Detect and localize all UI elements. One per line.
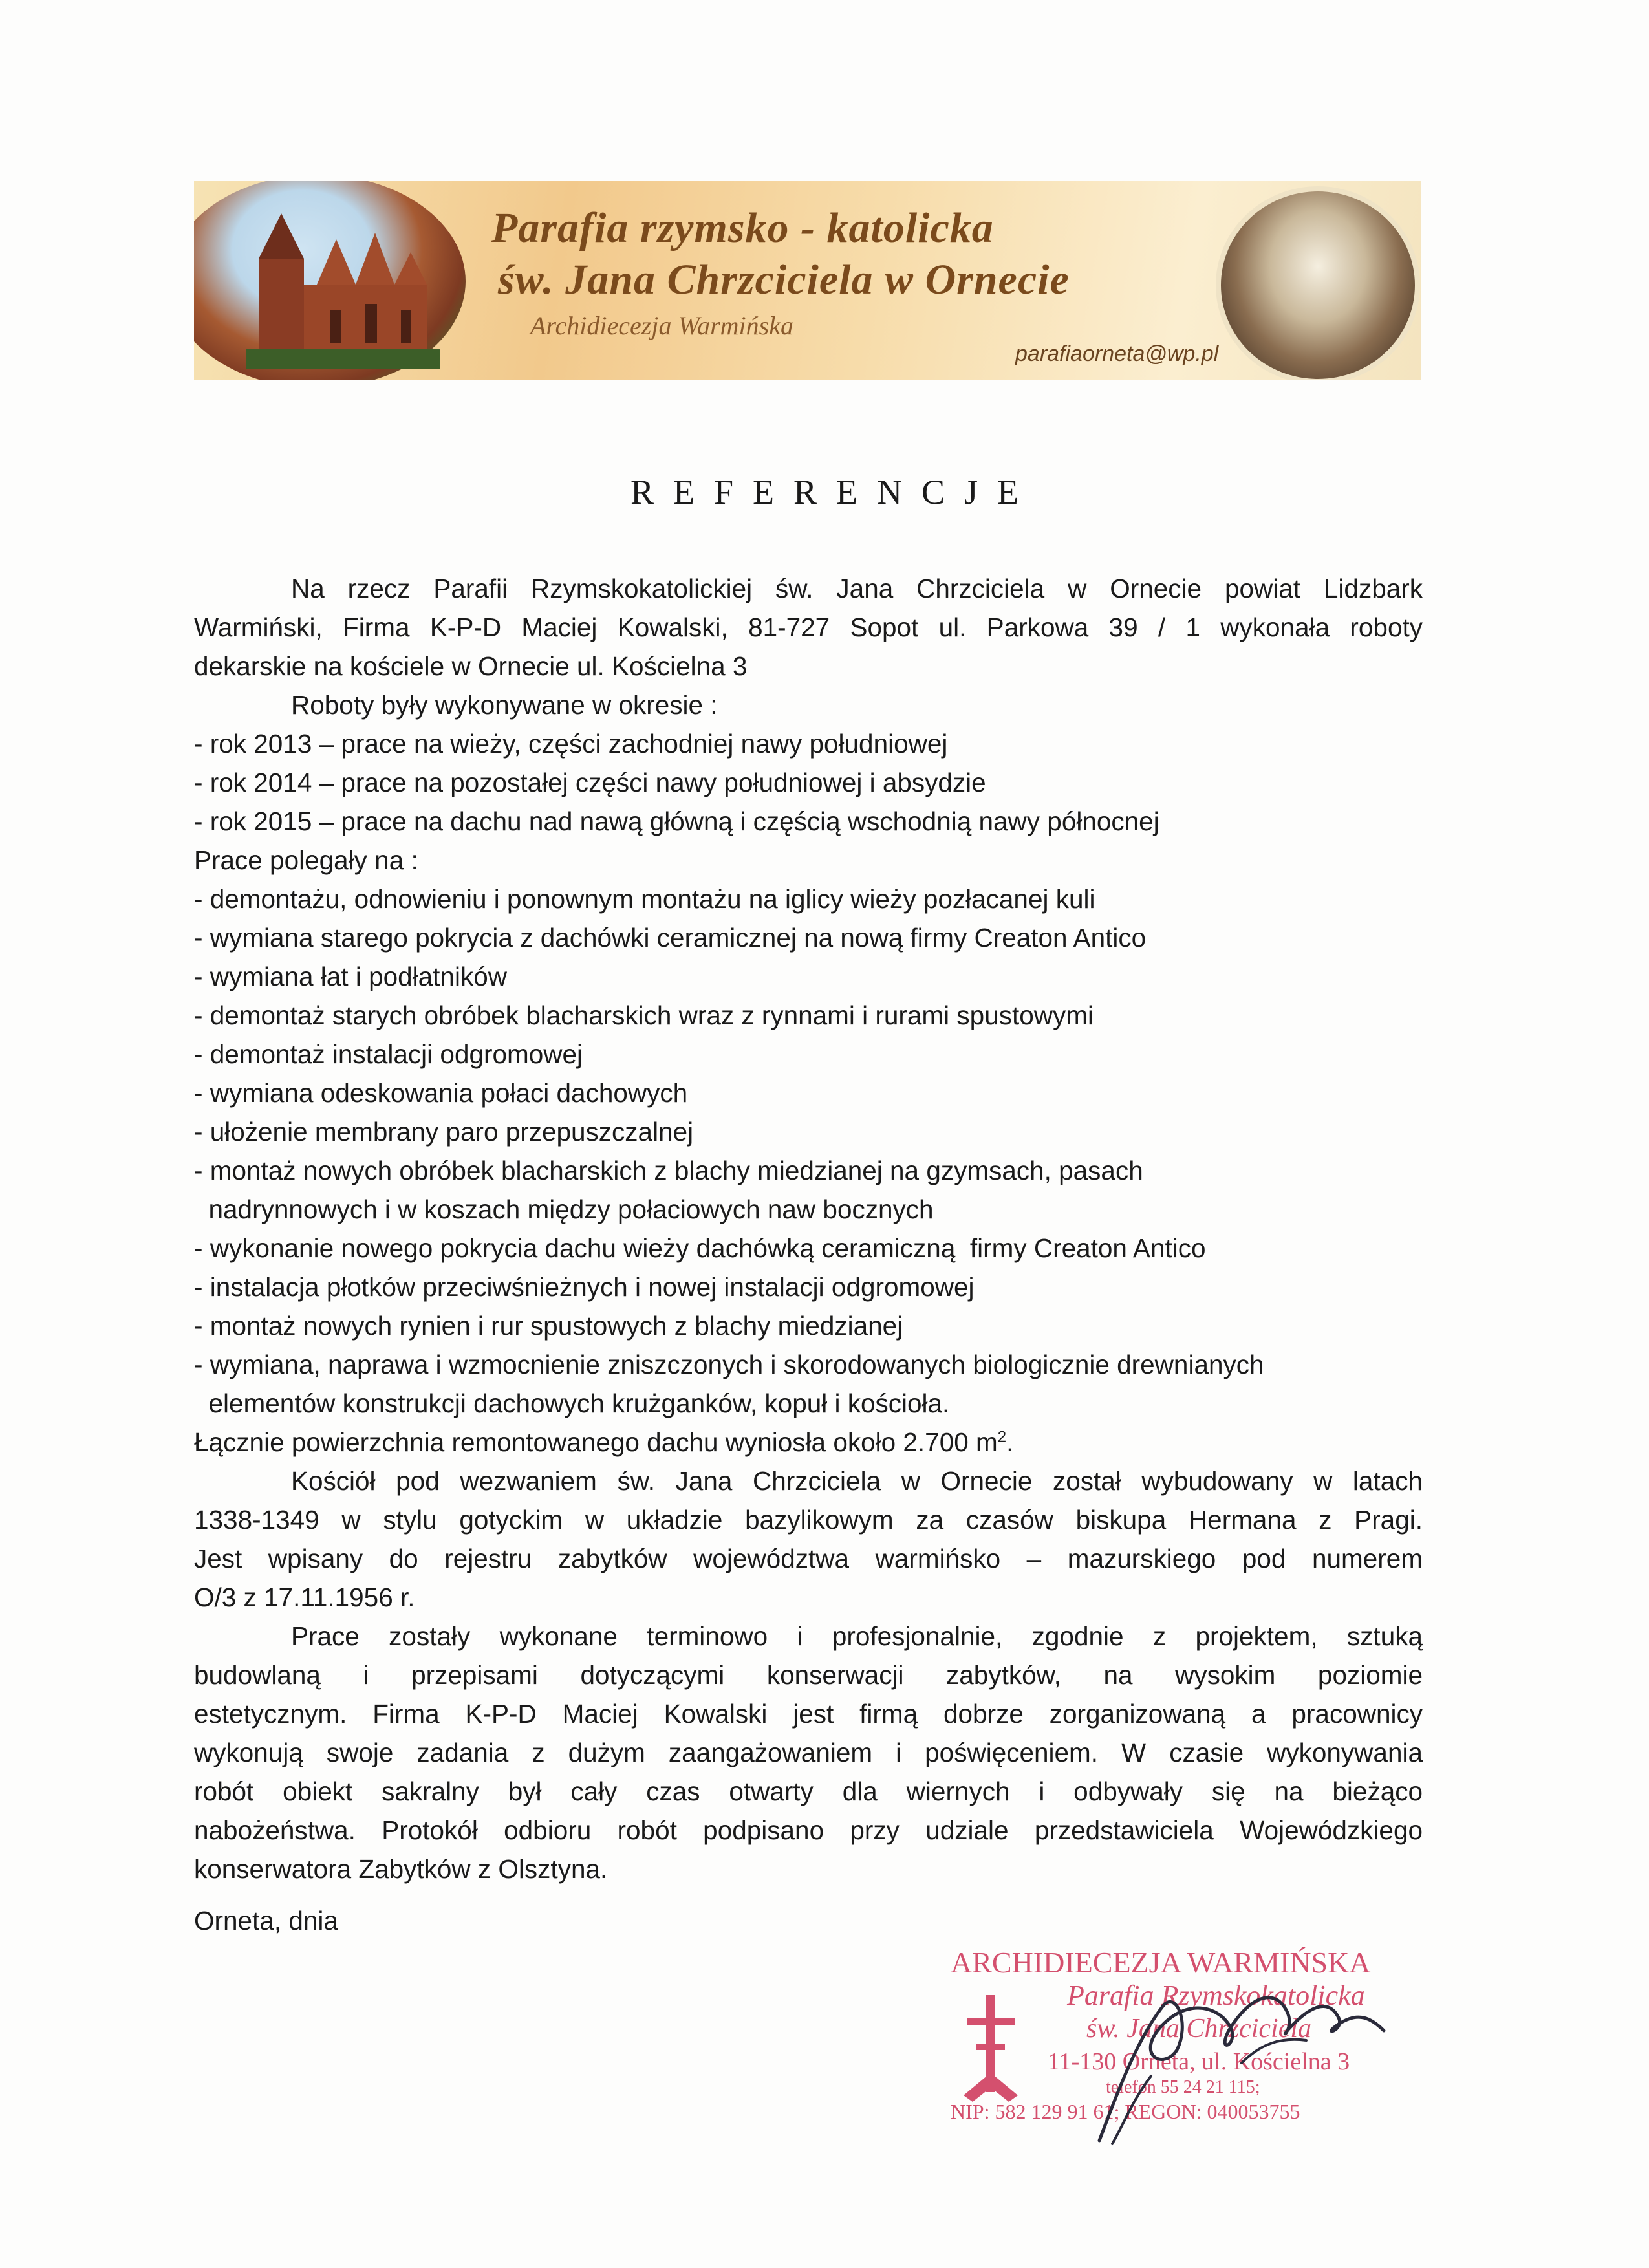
list-item: - wymiana łat i podłatników — [194, 962, 507, 991]
list-item: - wymiana, naprawa i wzmocnienie zniszczonych i skorodowanych biologicznie drewnianych — [194, 1350, 1264, 1379]
intro-line: dekarskie na kościele w Ornecie ul. Kościelna 3 — [194, 651, 748, 681]
list-item: - ułożenie membrany paro przepuszczalnej — [194, 1117, 694, 1147]
area-end: . — [1006, 1427, 1014, 1457]
history-line: O/3 z 17.11.1956 r. — [194, 1582, 415, 1612]
banner-title-line1: Parafia rzymsko - katolicka — [491, 204, 994, 252]
list-item: - instalacja płotków przeciwśnieżnych i nowej instalacji odgromowej — [194, 1272, 975, 1302]
period-header: Roboty były wykonywane w okresie : — [291, 690, 718, 720]
place-date: Orneta, dnia — [194, 1906, 338, 1936]
history-paragraph — [194, 1462, 1423, 1617]
list-item: - rok 2013 – prace na wieży, części zachodniej nawy południowej — [194, 729, 948, 759]
work-header: Prace polegały na : — [194, 845, 418, 875]
stamp-line6: NIP: 582 129 91 61; REGON: 040053755 — [951, 2100, 1300, 2123]
list-item: - montaż nowych rynien i rur spustowych z blachy miedzianej — [194, 1311, 903, 1341]
banner-email: parafiaorneta@wp.pl — [1015, 341, 1219, 366]
list-item: - wymiana odeskowania połaci dachowych — [194, 1078, 688, 1108]
summary-line: estetycznym. Firma K-P-D Maciej Kowalski jest firmą dobrze zorganizowaną a pracownicy — [194, 1699, 1423, 1729]
period-list — [194, 724, 1423, 841]
baptism-painting — [1216, 186, 1420, 380]
list-item: - demontażu, odnowieniu i ponownym montażu na iglicy wieży pozłacanej kuli — [194, 884, 1095, 914]
summary-line: wykonują swoje zadania z dużym zaangażowaniem i poświęceniem. W czasie wykonywania — [194, 1738, 1423, 1767]
stamp-line5: telefon 55 24 21 115; — [1106, 2077, 1260, 2097]
work-list — [194, 880, 1423, 1423]
banner-subtitle: Archidiecezja Warmińska — [530, 311, 793, 340]
list-item: - demontaż starych obróbek blacharskich wraz z rynnami i rurami spustowymi — [194, 1000, 1094, 1030]
list-item: - rok 2015 – prace na dachu nad nawą główną i częścią wschodnią nawy północnej — [194, 806, 1159, 836]
stamp-line4: 11-130 Orneta, ul. Kościelna 3 — [1048, 2048, 1350, 2075]
list-item: - montaż nowych obróbek blacharskich z blachy miedzianej na gzymsach, pasach — [194, 1156, 1143, 1185]
area-text: Łącznie powierzchnia remontowanego dachu wyniosła około 2.700 m — [194, 1427, 998, 1457]
summary-line: budowlaną i przepisami dotyczącymi konserwacji zabytków, na wysokim poziomie — [194, 1660, 1423, 1690]
stamp-line3: św. Jana Chrzciciela — [1086, 2014, 1312, 2044]
handwritten-signature — [970, 1927, 1436, 2160]
history-line: Kościół pod wezwaniem św. Jana Chrzciciela w Ornecie został wybudowany w latach — [291, 1466, 1423, 1496]
list-item: - wykonanie nowego pokrycia dachu wieży dachówką ceramiczną firmy Creaton Antico — [194, 1233, 1206, 1263]
intro-paragraph — [194, 569, 1423, 686]
stamp-line1: ARCHIDIECEZJA WARMIŃSKA — [951, 1946, 1371, 1979]
list-item: - wymiana starego pokrycia z dachówki ceramicznej na nową firmy Creaton Antico — [194, 923, 1147, 953]
area-superscript: 2 — [997, 1428, 1007, 1446]
banner-title-line2: św. Jana Chrzciciela w Ornecie — [498, 256, 1070, 303]
list-item: - demontaż instalacji odgromowej — [194, 1039, 583, 1069]
church-illustration — [246, 200, 440, 369]
list-item: nadrynnowych i w koszach między połaciowych naw bocznych — [194, 1194, 934, 1224]
summary-line: robót obiekt sakralny był cały czas otwarty dla wiernych i odbywały się na bieżąco — [194, 1777, 1423, 1806]
list-item: - rok 2014 – prace na pozostałej części nawy południowej i absydzie — [194, 768, 986, 797]
stamp-line2: Parafia Rzymskokatolicka — [1067, 1980, 1365, 2011]
summary-paragraph — [194, 1617, 1423, 1888]
intro-line: Warmiński, Firma K-P-D Maciej Kowalski, 81-727 Sopot ul. Parkowa 39 / 1 wykonała roboty — [194, 612, 1423, 642]
document-title: REFERENCJE — [630, 473, 1039, 512]
area-line — [194, 1423, 1423, 1462]
history-line: Jest wpisany do rejestru zabytków województwa warmińsko – mazurskiego pod numerem — [194, 1544, 1423, 1573]
parish-letterhead-banner — [194, 181, 1421, 380]
list-item: elementów konstrukcji dachowych krużganków, kopuł i kościoła. — [194, 1388, 950, 1418]
intro-line: Na rzecz Parafii Rzymskokatolickiej św. Jana Chrzciciela w Ornecie powiat Lidzbark — [291, 574, 1423, 603]
summary-line: Prace zostały wykonane terminowo i profesjonalnie, zgodnie z projektem, sztuką — [291, 1621, 1423, 1651]
summary-line: nabożeństwa. Protokół odbioru robót podpisano przy udziale przedstawiciela Wojewódzkiego — [194, 1815, 1423, 1845]
history-line: 1338-1349 w stylu gotyckim w układzie bazylikowym za czasów biskupa Hermana z Pragi. — [194, 1505, 1423, 1535]
summary-line: konserwatora Zabytków z Olsztyna. — [194, 1854, 608, 1884]
